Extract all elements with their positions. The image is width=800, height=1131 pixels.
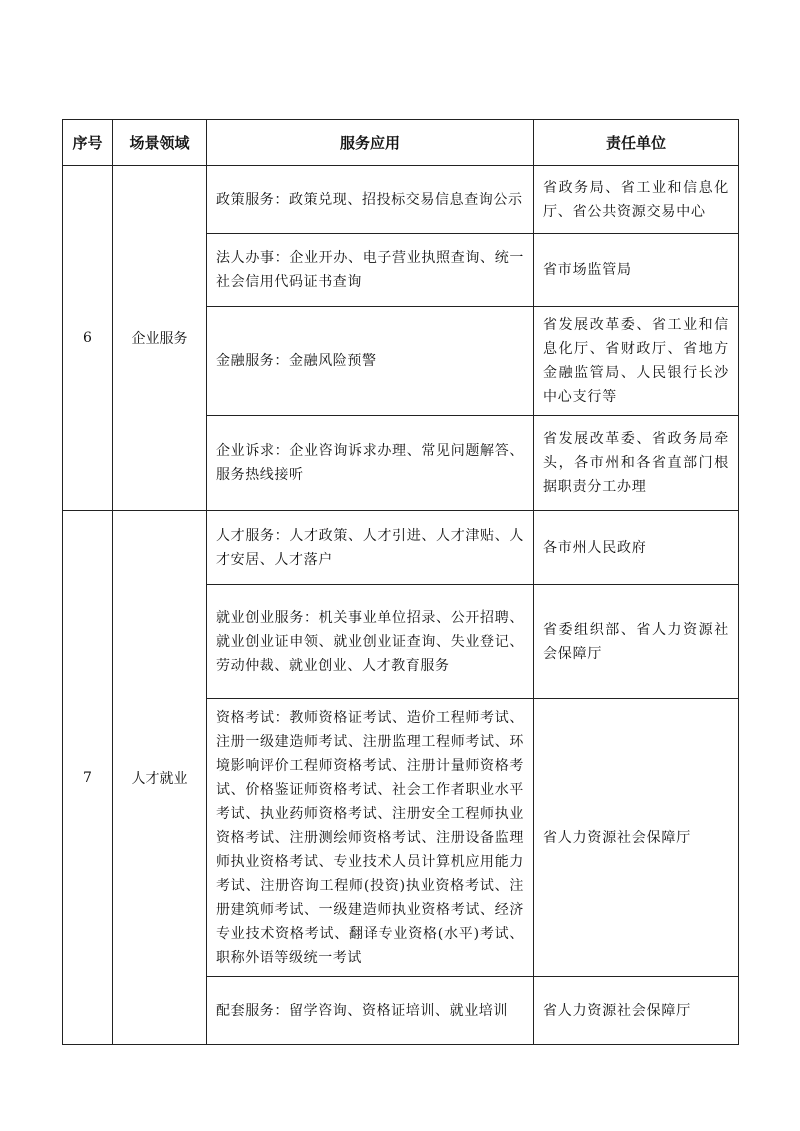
responsible-unit: 省发展改革委、省工业和信息化厅、省财政厅、省地方金融监管局、人民银行长沙中心支行等 bbox=[534, 307, 739, 416]
service-app: 政策服务：政策兑现、招投标交易信息查询公示 bbox=[207, 166, 534, 234]
service-app: 金融服务：金融风险预警 bbox=[207, 307, 534, 416]
responsible-unit: 省人力资源社会保障厅 bbox=[534, 699, 739, 977]
service-app: 就业创业服务：机关事业单位招录、公开招聘、就业创业证申领、就业创业证查询、失业登记、劳动仲裁、就业创业、人才教育服务 bbox=[207, 585, 534, 699]
service-app: 人才服务：人才政策、人才引进、人才津贴、人才安居、人才落户 bbox=[207, 511, 534, 585]
scene-domain: 企业服务 bbox=[113, 166, 207, 511]
header-row bbox=[63, 120, 739, 166]
responsible-unit: 省人力资源社会保障厅 bbox=[534, 977, 739, 1045]
services-table bbox=[62, 119, 739, 1045]
service-app: 资格考试：教师资格证考试、造价工程师考试、注册一级建造师考试、注册监理工程师考试、环境影响评价工程师资格考试、注册计量师资格考试、价格鉴证师资格考试、社会工作者职业水平考试、执业药师资格考试、注册安全工程师执业资格考试、注册测绘师资格考试、注册设备监理师执业资格考试、专业技术人员计算机应用能力考试、注册咨询工程师(投资)执业资格考试、注册建筑师考试、一级建造师执业资格考试、经济专业技术资格考试、翻译专业资格(水平)考试、职称外语等级统一考试 bbox=[207, 699, 534, 977]
header-app: 服务应用 bbox=[207, 120, 534, 166]
responsible-unit: 省发展改革委、省政务局牵头，各市州和各省直部门根据职责分工办理 bbox=[534, 416, 739, 511]
service-app: 配套服务：留学咨询、资格证培训、就业培训 bbox=[207, 977, 534, 1045]
scene-domain: 人才就业 bbox=[113, 511, 207, 1045]
header-unit: 责任单位 bbox=[534, 120, 739, 166]
row-number: 6 bbox=[63, 166, 113, 511]
table-row bbox=[63, 166, 739, 234]
responsible-unit: 省政务局、省工业和信息化厅、省公共资源交易中心 bbox=[534, 166, 739, 234]
header-num: 序号 bbox=[63, 120, 113, 166]
responsible-unit: 省市场监管局 bbox=[534, 234, 739, 307]
header-domain: 场景领域 bbox=[113, 120, 207, 166]
responsible-unit: 各市州人民政府 bbox=[534, 511, 739, 585]
row-number: 7 bbox=[63, 511, 113, 1045]
service-app: 法人办事：企业开办、电子营业执照查询、统一社会信用代码证书查询 bbox=[207, 234, 534, 307]
responsible-unit: 省委组织部、省人力资源社会保障厅 bbox=[534, 585, 739, 699]
table-row bbox=[63, 511, 739, 585]
service-app: 企业诉求：企业咨询诉求办理、常见问题解答、服务热线接听 bbox=[207, 416, 534, 511]
